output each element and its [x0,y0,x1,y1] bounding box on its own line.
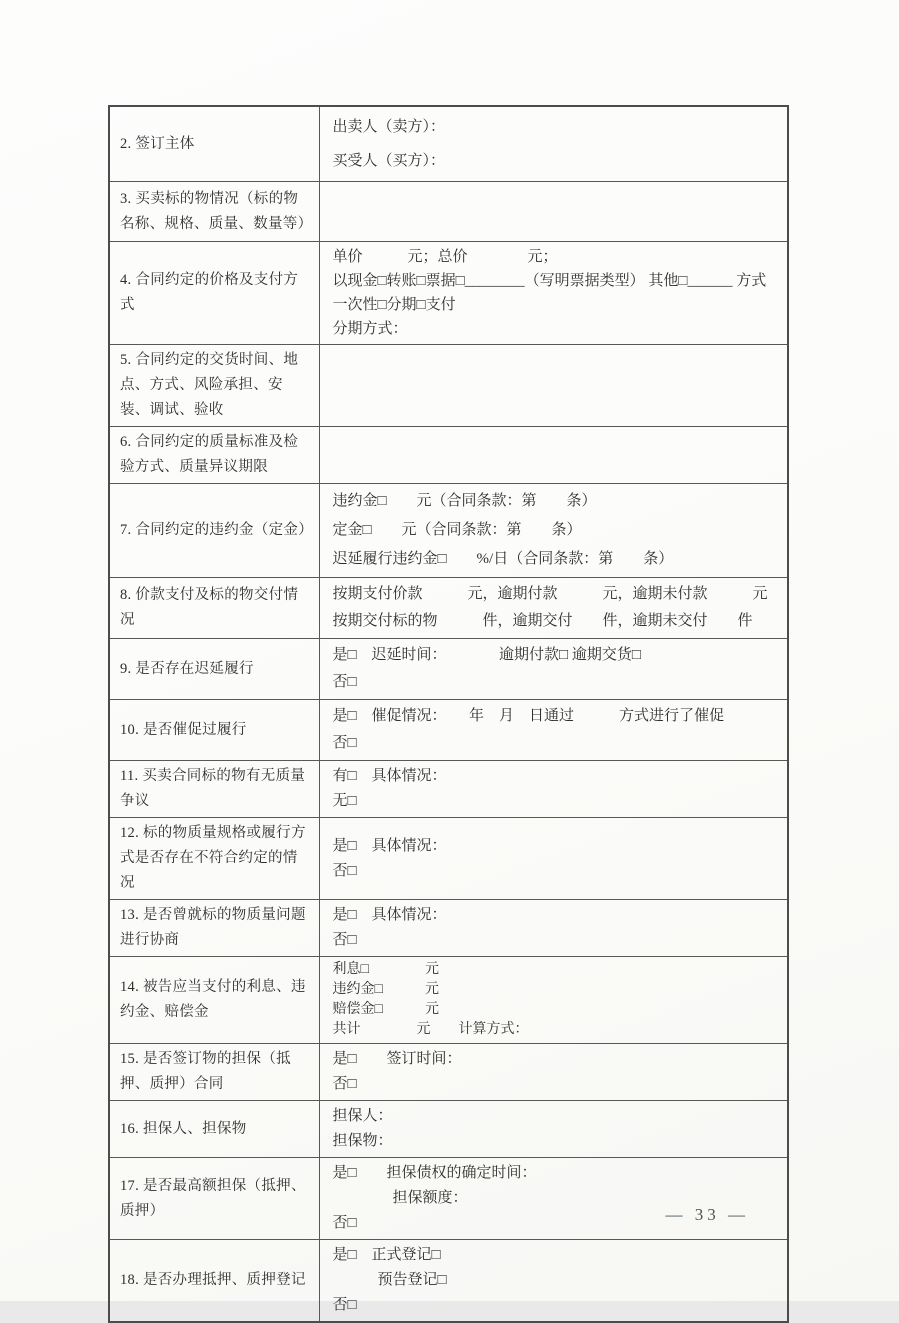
row-label-cell [109,427,319,484]
row-content-cell [319,639,788,700]
row-label-cell [109,1158,319,1240]
table-row [109,761,788,818]
row-label: 17. 是否最高额担保（抵押、质押） [120,1177,306,1219]
table-row [109,1044,788,1101]
content-line: 是□ 签订时间： [332,1051,462,1067]
table-row [109,700,788,761]
table-row [109,427,788,484]
row-label-cell [109,106,319,182]
table-row [109,1101,788,1158]
row-content-cell [319,700,788,761]
row-content-cell [319,106,788,182]
row-label: 5. 合同约定的交货时间、地点、方式、风险承担、安装、调试、验收 [120,352,299,418]
content-line: 否□ [332,735,357,751]
row-label: 18. 是否办理抵押、质押登记 [120,1272,306,1288]
content-line: 是□ 具体情况： [332,907,447,923]
row-label-cell [109,484,319,578]
content-line: 否□ [332,932,357,948]
content-line: 定金□ 元（合同条款：第 条） [332,522,582,538]
page-number: — 33 — [665,1205,749,1224]
content-line: 以现金□转账□票据□________（写明票据类型） 其他□______ 方式 [332,273,767,289]
content-line: 按期支付价款 元，逾期付款 元，逾期未付款 元 [332,586,768,602]
table-row [109,639,788,700]
row-content-cell [319,484,788,578]
table-row [109,242,788,345]
row-label: 3. 买卖标的物情况（标的物名称、规格、质量、数量等） [120,190,313,232]
row-label: 14. 被告应当支付的利息、违约金、赔偿金 [120,979,306,1020]
row-content-cell [319,1240,788,1323]
content-line: 否□ [332,1076,357,1092]
row-label-cell [109,761,319,818]
row-label-cell [109,1240,319,1323]
content-line: 利息□ 元 [332,962,439,977]
table-row [109,818,788,900]
row-content-cell [319,1101,788,1158]
row-content-cell [319,1158,788,1240]
content-line: 否□ [332,1215,357,1231]
row-content-cell [319,182,788,242]
row-label: 12. 标的物质量规格或履行方式是否存在不符合约定的情况 [120,825,306,891]
row-label-cell [109,242,319,345]
row-label: 16. 担保人、担保物 [120,1120,247,1137]
row-content-cell [319,242,788,345]
row-label-cell [109,345,319,427]
table-row [109,578,788,639]
row-label: 8. 价款支付及标的物交付情况 [120,587,299,628]
table-row [109,957,788,1044]
row-label: 10. 是否催促过履行 [120,721,247,738]
content-line: 是□ 担保债权的确定时间： [332,1165,537,1181]
content-line: 否□ [332,674,357,690]
row-label-cell [109,900,319,957]
table-row [109,106,788,182]
content-line: 无□ [332,793,357,809]
row-content-cell [319,1044,788,1101]
row-label: 7. 合同约定的违约金（定金） [120,522,313,538]
contract-info-table [108,105,789,1323]
row-label: 9. 是否存在迟延履行 [120,660,254,677]
content-line: 分期方式： [332,321,408,337]
row-label: 6. 合同约定的质量标准及检验方式、质量异议期限 [120,434,299,475]
row-label: 2. 签订主体 [120,135,195,152]
row-content-cell [319,957,788,1044]
row-label: 4. 合同约定的价格及支付方式 [120,272,299,313]
row-content-cell [319,427,788,484]
content-line: 共计 元 计算方式： [332,1022,529,1037]
content-line: 否□ [332,1297,357,1313]
content-line: 出卖人（卖方）： [332,119,446,135]
content-line: 是□ 具体情况： [332,837,447,854]
row-label-cell [109,1101,319,1158]
table-row [109,345,788,427]
content-line: 迟延履行违约金□ %/日（合同条款：第 条） [332,551,674,567]
table-row [109,1158,788,1240]
table-row [109,900,788,957]
row-label-cell [109,1044,319,1101]
content-line: 是□ 催促情况： 年 月 日通过 方式进行了催促 [332,708,725,724]
row-label-cell [109,578,319,639]
content-line: 是□ 迟延时间： 逾期付款□ 逾期交货□ [332,647,641,663]
content-line: 担保物： [332,1133,393,1149]
row-label-cell [109,182,319,242]
row-label: 15. 是否签订物的担保（抵押、质押）合同 [120,1051,291,1092]
row-label-cell [109,818,319,900]
content-line: 买受人（买方）： [332,153,446,169]
content-line: 有□ 具体情况： [332,768,447,784]
content-line: 担保人： [332,1108,393,1124]
row-label-cell [109,639,319,700]
row-label-cell [109,957,319,1044]
content-line: 预告登记□ [332,1272,447,1288]
row-content-cell [319,578,788,639]
row-content-cell [319,818,788,900]
table-row [109,182,788,242]
table-row [109,484,788,578]
content-line: 否□ [332,862,357,879]
content-line: 赔偿金□ 元 [332,1002,439,1017]
content-line: 一次性□分期□支付 [332,297,456,313]
row-content-cell [319,761,788,818]
content-line: 按期交付标的物 件，逾期交付 件，逾期未交付 件 [332,613,753,629]
content-line: 是□ 正式登记□ [332,1247,441,1263]
content-line: 违约金□ 元 [332,982,439,997]
content-line: 担保额度： [332,1190,468,1206]
row-content-cell [319,345,788,427]
row-label: 11. 买卖合同标的物有无质量争议 [120,768,306,809]
table-row [109,1240,788,1323]
row-label-cell [109,700,319,761]
row-label: 13. 是否曾就标的物质量问题进行协商 [120,907,306,948]
row-content-cell [319,900,788,957]
content-line: 单价 元；总价 元； [332,249,558,265]
content-line: 违约金□ 元（合同条款：第 条） [332,493,597,509]
